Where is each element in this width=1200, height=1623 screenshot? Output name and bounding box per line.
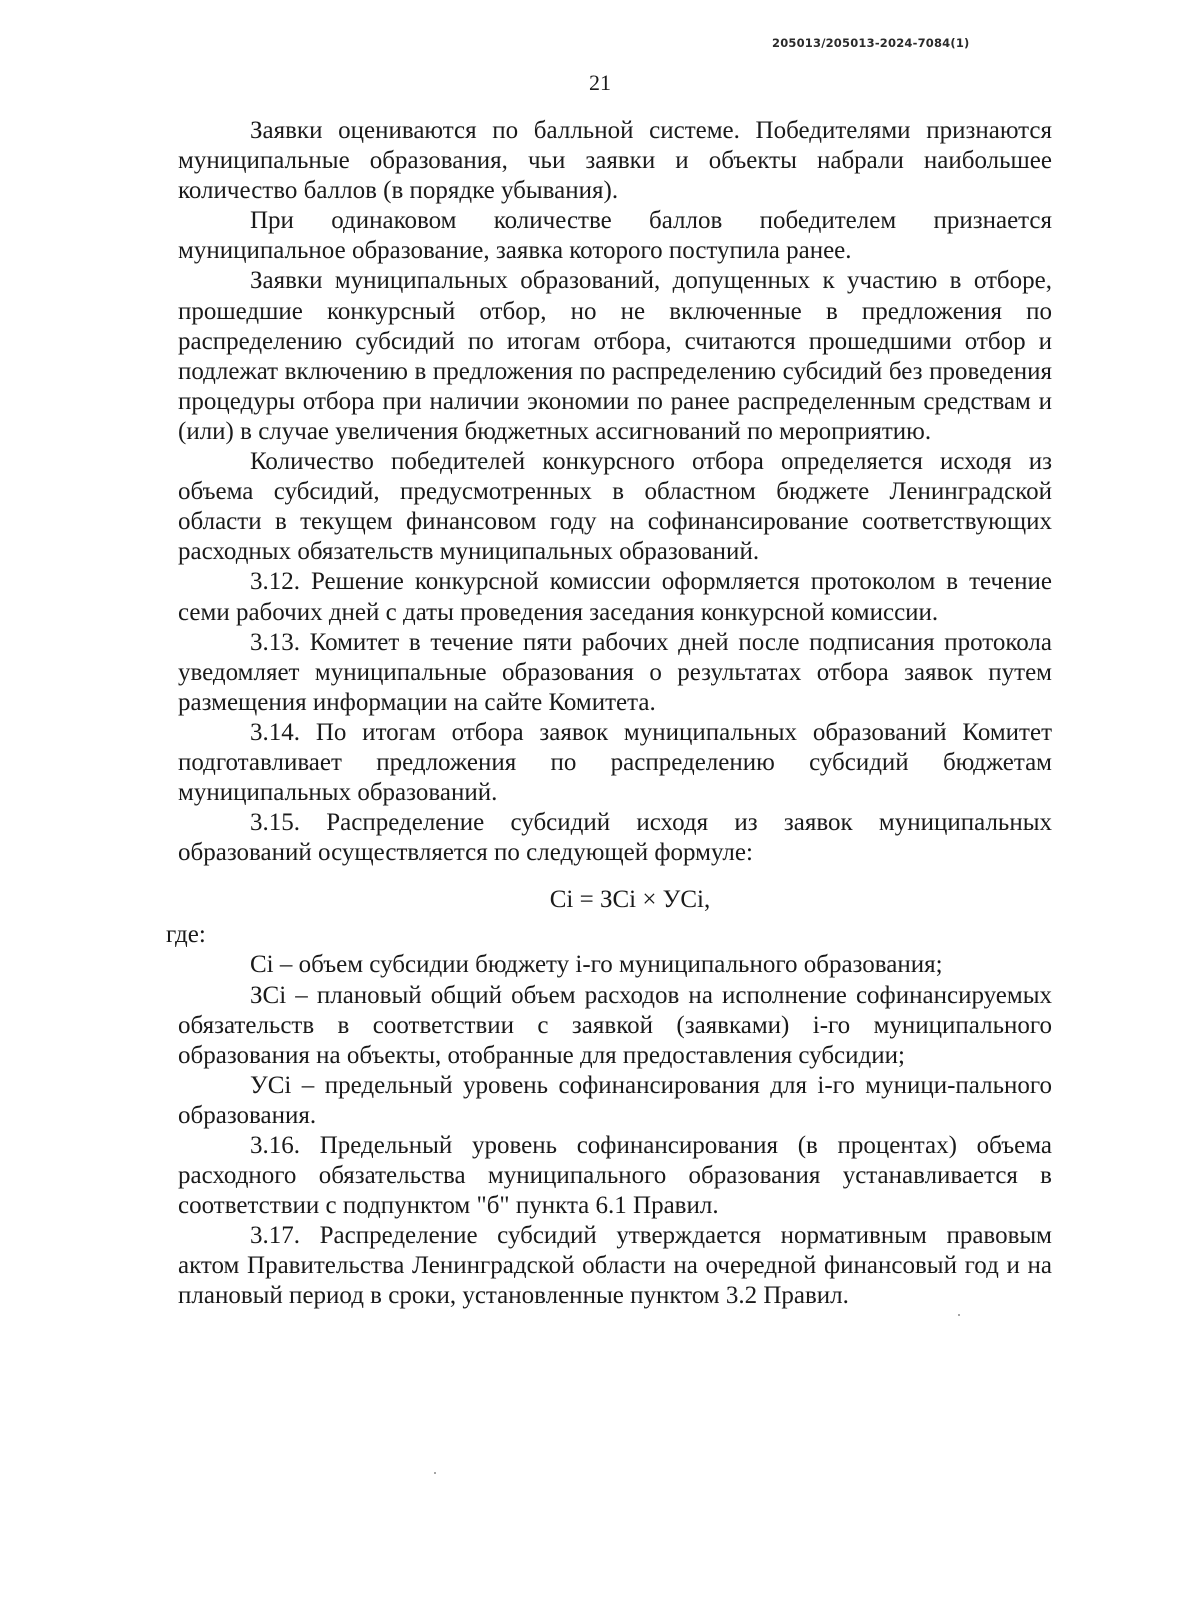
definition-usi: УСi – предельный уровень софинансирования для i-го муници-пального образования.	[178, 1071, 1052, 1129]
document-id: 205013/205013-2024-7084(1)	[772, 36, 970, 50]
page-number: 21	[589, 70, 611, 95]
subsidy-formula: Ci = ЗСi × УСi,	[549, 886, 711, 914]
where-label: где:	[166, 921, 206, 949]
definition-zsi: ЗСi – плановый общий объем расходов на исполнение софинансируемых обязательств в соответствии с заявкой (заявками) i-го муниципального образования на объекты, отобранные для предоставления субсидии;	[178, 981, 1052, 1069]
paragraph-passed-applications: Заявки муниципальных образований, допущенных к участию в отборе, прошедшие конкурсный отбор, но не включенные в предложения по распределению субсидий по итогам отбора, считаются прошедшими отбор и подлежат включению в предложения по распределению субсидий без проведения процедуры отбора при наличии экономии по ранее распределенным средствам и (или) в случае увеличения бюджетных ассигнований по мероприятию.	[178, 267, 1052, 445]
document-body	[166, 116, 1052, 1312]
paragraph-3-16: 3.16. Предельный уровень софинансирования (в процентах) объема расходного обязательства муниципального образования устанавливается в соответствии с подпунктом "б" пункта 6.1 Правил.	[178, 1132, 1052, 1220]
scan-speck	[434, 1472, 436, 1474]
definition-ci: Ci – объем субсидии бюджету i-го муниципального образования;	[250, 951, 943, 979]
paragraph-3-15: 3.15. Распределение субсидий исходя из заявок муниципальных образований осуществляется по следующей формуле:	[178, 809, 1052, 867]
paragraph-scoring: Заявки оцениваются по балльной системе. Победителями признаются муниципальные образования, чьи заявки и объекты набрали наибольшее количество баллов (в порядке убывания).	[178, 117, 1052, 205]
paragraph-3-17: 3.17. Распределение субсидий утверждается нормативным правовым актом Правительства Ленинградской области на очередной финансовый год и на плановый период в сроки, установленные пунктом 3.2 Правил.	[178, 1222, 1052, 1310]
paragraph-winner-count: Количество победителей конкурсного отбора определяется исходя из объема субсидий, предусмотренных в областном бюджете Ленинградской области в текущем финансовом году на софинансирование соответствующих расходных обязательств муниципальных образований.	[178, 448, 1052, 566]
paragraph-tie-rule: При одинаковом количестве баллов победителем признается муниципальное образование, заявка которого поступила ранее.	[178, 207, 1052, 265]
paragraph-3-12: 3.12. Решение конкурсной комиссии оформляется протоколом в течение семи рабочих дней с даты проведения заседания конкурсной комиссии.	[178, 568, 1052, 626]
scan-speck	[958, 1314, 960, 1316]
paragraph-3-14: 3.14. По итогам отбора заявок муниципальных образований Комитет подготавливает предложения по распределению субсидий бюджетам муниципальных образований.	[178, 718, 1052, 807]
paragraph-3-13: 3.13. Комитет в течение пяти рабочих дней после подписания протокола уведомляет муниципальные образования о результатах отбора заявок путем размещения информации на сайте Комитета.	[178, 628, 1052, 716]
